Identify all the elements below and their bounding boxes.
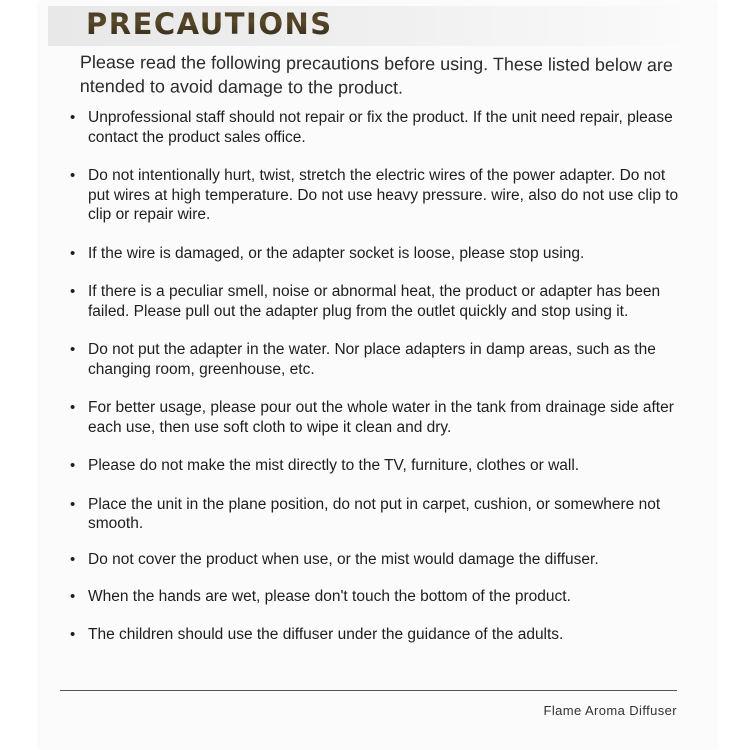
precaution-item	[66, 398, 686, 437]
precaution-item	[66, 166, 686, 225]
bullet-icon: •	[70, 244, 76, 262]
bullet-icon: •	[70, 588, 76, 605]
precaution-text: Please do not make the mist directly to the TV, furniture, clothes or wall.	[88, 457, 580, 474]
bullet-icon: •	[70, 495, 76, 513]
precaution-text: Do not intentionally hurt, twist, stretch the electric wires of the power adapter. Do not put wires at high temperature. Do not use heavy pressure. wire, also do not use clip to clip or repair wire.	[88, 167, 679, 223]
bullet-icon: •	[70, 341, 76, 358]
bullet-icon: •	[70, 550, 76, 568]
precaution-text: When the hands are wet, please don't touch the bottom of the product.	[88, 588, 571, 605]
precaution-text: If there is a peculiar smell, noise or abnormal heat, the product or adapter has been failed. Please pull out the adapter plug from the outlet quickly and stop using it.	[88, 283, 661, 320]
precaution-text: Place the unit in the plane position, do not put in carpet, cushion, or somewhere not smooth.	[88, 495, 661, 532]
precaution-text: The children should use the diffuser under the guidance of the adults.	[88, 625, 564, 643]
precaution-item	[66, 456, 686, 476]
precaution-item	[66, 550, 686, 570]
precaution-item	[66, 282, 686, 321]
bullet-icon: •	[70, 399, 76, 416]
precaution-item	[66, 244, 686, 264]
precaution-text: Do not cover the product when use, or the mist would damage the diffuser.	[88, 550, 599, 568]
bullet-icon: •	[70, 109, 76, 126]
bullet-icon: •	[70, 167, 76, 184]
intro-paragraph: Please read the following precautions before using. These listed below are ntended to avoid damage to the product.	[79, 51, 674, 98]
footer-product-name: Flame Aroma Diffuser	[543, 703, 677, 718]
precaution-text: If the wire is damaged, or the adapter socket is loose, please stop using.	[88, 244, 585, 262]
bullet-icon: •	[70, 457, 76, 474]
precaution-item	[66, 108, 686, 147]
bullet-icon: •	[70, 283, 76, 300]
precaution-text: Do not put the adapter in the water. Nor place adapters in damp areas, such as the changing room, greenhouse, etc.	[88, 341, 656, 378]
precaution-item	[66, 587, 686, 607]
precaution-text: Unprofessional staff should not repair or fix the product. If the unit need repair, please contact the product sales office.	[88, 109, 673, 146]
precaution-item	[66, 625, 686, 645]
footer-divider	[60, 690, 677, 691]
precaution-item	[66, 495, 686, 534]
precaution-item	[66, 340, 686, 379]
precautions-list	[66, 108, 686, 644]
precaution-text: For better usage, please pour out the whole water in the tank from drainage side after each use, then use soft cloth to wipe it clean and dry.	[88, 399, 674, 436]
bullet-icon: •	[70, 625, 76, 643]
page-title: PRECAUTIONS	[86, 7, 333, 41]
